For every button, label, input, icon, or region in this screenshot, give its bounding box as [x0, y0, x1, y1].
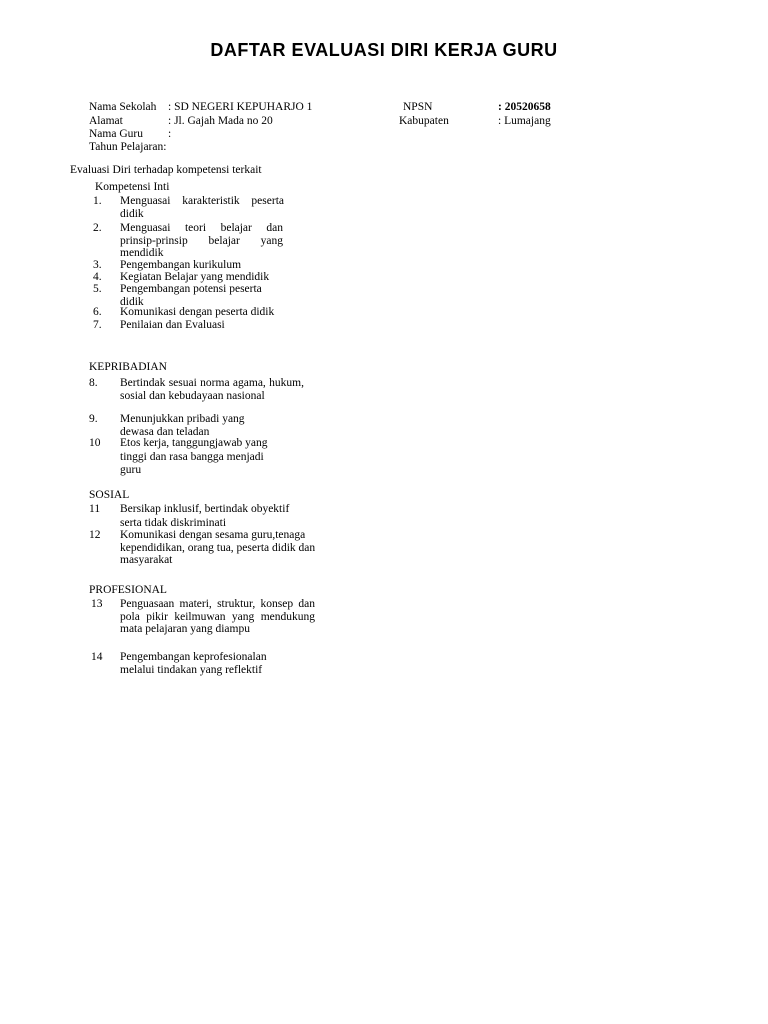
- address-value: : Jl. Gajah Mada no 20: [168, 115, 273, 127]
- item-number: 11: [89, 503, 101, 515]
- list-item: [89, 437, 309, 477]
- year-label: Tahun Pelajaran:: [89, 141, 167, 153]
- section-heading-sosial: SOSIAL: [89, 489, 130, 501]
- item-number: 2.: [93, 222, 102, 234]
- item-number: 12: [89, 529, 101, 541]
- item-text: Komunikasi dengan sesama guru,tenaga kependidikan, orang tua, peserta didik dan masyarakat: [120, 529, 316, 566]
- list-item: [89, 413, 309, 439]
- item-text: Pengembangan kurikulum: [120, 259, 242, 271]
- list-item: [89, 377, 309, 415]
- item-text: Menguasai karakteristik peserta didik: [120, 195, 284, 220]
- school-label: Nama Sekolah: [89, 101, 157, 113]
- list-item: [93, 195, 293, 221]
- list-item: [93, 319, 303, 332]
- item-number: 5.: [93, 283, 102, 295]
- page-title: DAFTAR EVALUASI DIRI KERJA GURU: [210, 40, 558, 60]
- item-text: Penilaian dan Evaluasi: [120, 319, 225, 331]
- item-text: Bertindak sesuai norma agama, hukum, sosial dan kebudayaan nasional: [120, 377, 304, 402]
- npsn-value: : 20520658: [498, 101, 551, 113]
- list-item: [93, 222, 293, 260]
- list-item: [89, 598, 329, 650]
- item-number: 13: [91, 598, 103, 610]
- list-item: [89, 651, 329, 677]
- item-number: 14: [91, 651, 103, 663]
- item-number: 3.: [93, 259, 102, 271]
- item-text: Menguasai teori belajar dan prinsip-prinsip belajar yang mendidik: [120, 222, 283, 259]
- item-text: Komunikasi dengan peserta didik: [120, 306, 275, 318]
- kabupaten-value: : Lumajang: [498, 115, 551, 127]
- list-item: [89, 503, 329, 529]
- teacher-value: :: [168, 128, 172, 140]
- item-text: Penguasaan materi, struktur, konsep dan pola pikir keilmuwan yang mendukung mata pelajaran yang diampu: [120, 598, 315, 635]
- school-value: : SD NEGERI KEPUHARJO 1: [168, 101, 313, 113]
- item-number: 7.: [93, 319, 102, 331]
- item-text: Menunjukkan pribadi yang dewasa dan teladan: [120, 413, 245, 438]
- item-number: 9.: [89, 413, 98, 425]
- item-text: Pengembangan keprofesionalan melalui tindakan yang reflektif: [120, 651, 267, 676]
- item-number: 10: [89, 437, 101, 449]
- item-number: 4.: [93, 271, 102, 283]
- address-label: Alamat: [89, 115, 123, 127]
- intro-text: Evaluasi Diri terhadap kompetensi terkait: [70, 164, 262, 176]
- item-text: Pengembangan potensi peserta didik: [120, 283, 262, 308]
- item-number: 1.: [93, 195, 102, 207]
- list-item: [93, 306, 313, 319]
- item-number: 6.: [93, 306, 102, 318]
- list-item: [89, 529, 329, 569]
- section-heading-profesional: PROFESIONAL: [89, 584, 167, 596]
- item-text: Etos kerja, tanggungjawab yang tinggi dan rasa bangga menjadi guru: [120, 437, 268, 476]
- section-heading-inti: Kompetensi Inti: [95, 181, 170, 193]
- item-text: Kegiatan Belajar yang mendidik: [120, 271, 270, 283]
- section-heading-kepribadian: KEPRIBADIAN: [89, 361, 167, 373]
- item-text: Bersikap inklusif, bertindak obyektif serta tidak diskriminati: [120, 503, 290, 529]
- kabupaten-label: Kabupaten: [399, 115, 449, 127]
- npsn-label: NPSN: [403, 101, 433, 113]
- teacher-label: Nama Guru: [89, 128, 143, 140]
- item-number: 8.: [89, 377, 98, 389]
